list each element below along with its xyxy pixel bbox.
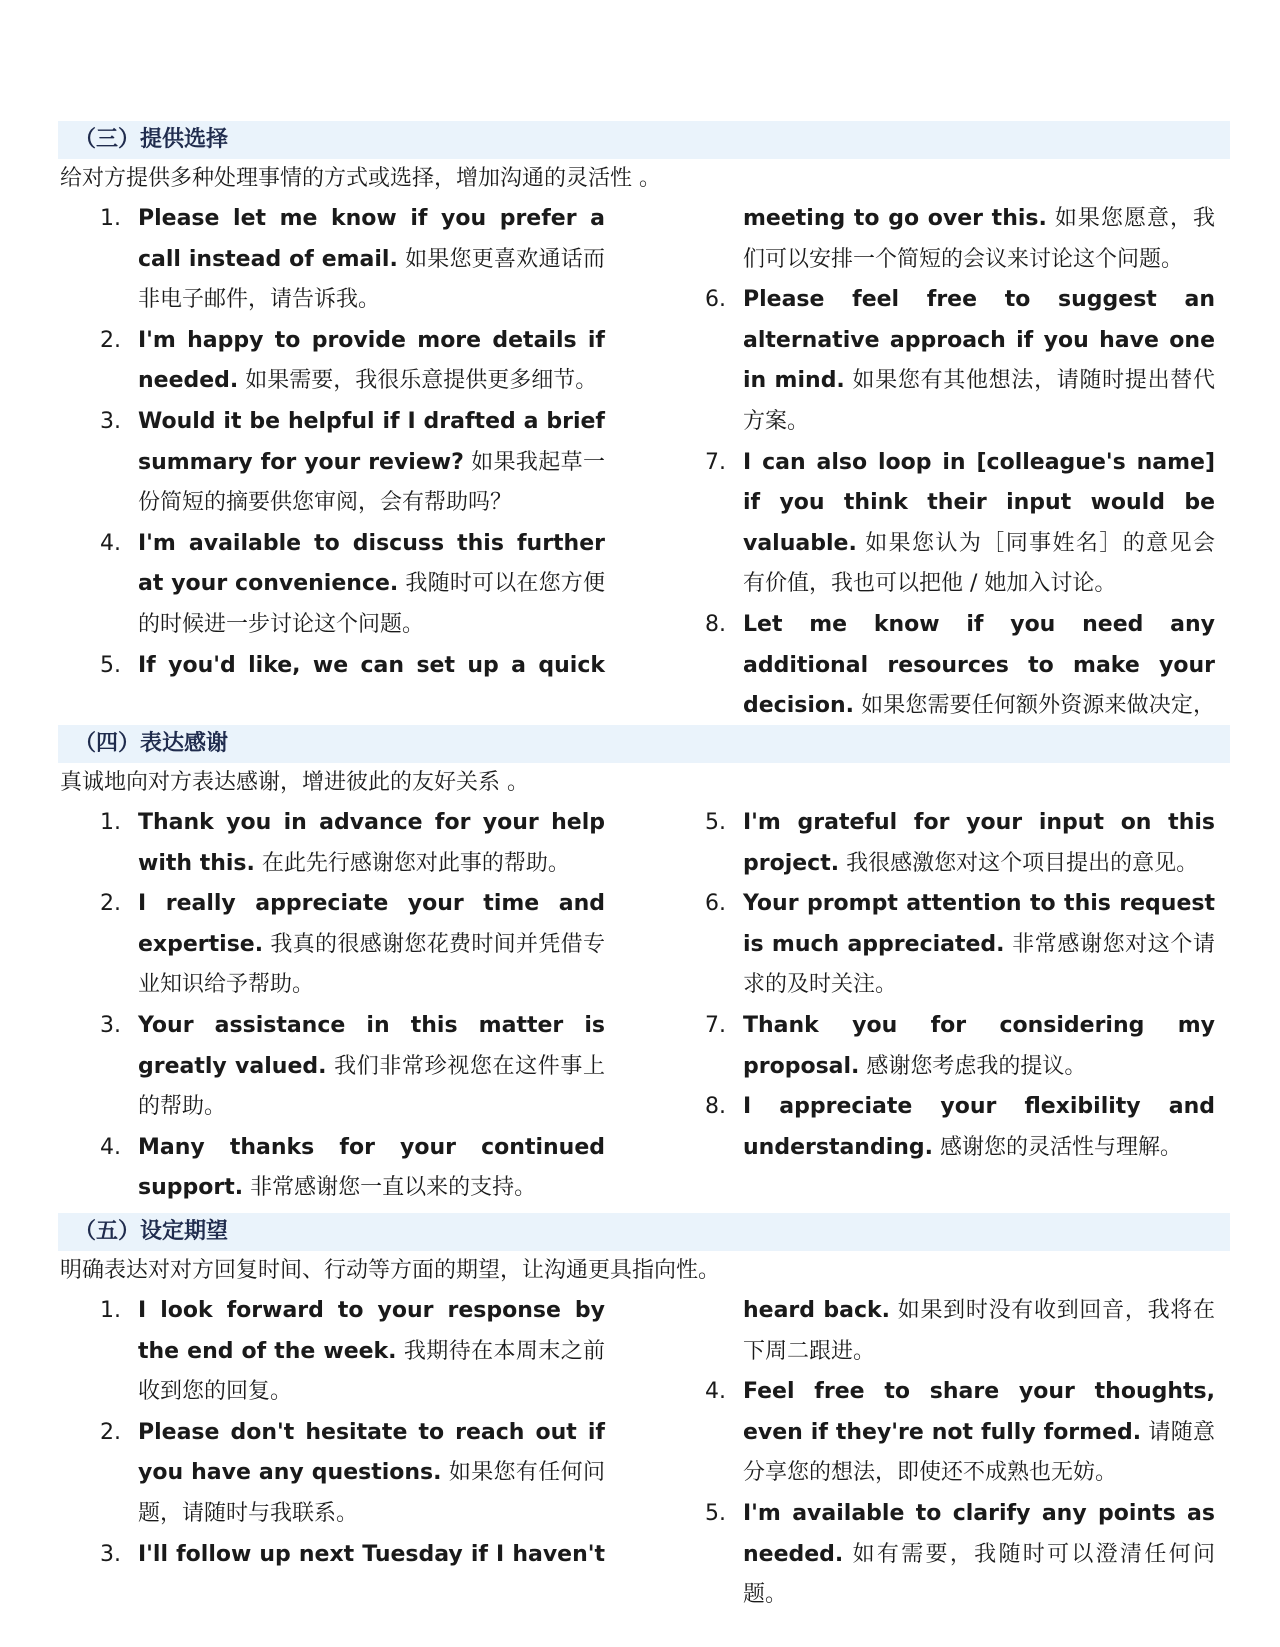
list-item — [100, 803, 605, 884]
english-phrase: Your prompt attention to this request is much appreciated. — [743, 891, 1215, 957]
item-number: 7. — [705, 449, 726, 475]
list-item — [100, 402, 605, 524]
item-number: 4. — [100, 530, 121, 556]
item-number: 1. — [100, 1298, 121, 1323]
chinese-translation: 如果您需要任何额外资源来做决定， — [861, 693, 1215, 719]
section-offer-options — [58, 121, 1230, 719]
list-item — [100, 1128, 605, 1209]
chinese-translation: 我期待在本周末之前收到您的回复。 — [138, 1338, 605, 1405]
chinese-translation: 在此先行感谢您对此事的帮助。 — [254, 850, 570, 876]
chinese-translation: 如果您有任何问题，请随时与我联系。 — [138, 1460, 605, 1526]
chinese-translation: 如有需要，我随时可以澄清任何问题。 — [743, 1541, 1215, 1608]
list-item — [705, 280, 1215, 442]
list-item — [100, 1413, 605, 1535]
english-phrase: Please let me know if you prefer a call instead of email. — [138, 206, 605, 272]
english-phrase: Thank you for considering my proposal. — [743, 1012, 1215, 1079]
english-phrase: I can also loop in [colleague's name] if you think their input would be valuable. — [743, 449, 1215, 556]
chinese-translation: 感谢您的灵活性与理解。 — [933, 1134, 1183, 1160]
chinese-translation: 非常感谢您对这个请求的及时关注。 — [743, 931, 1215, 998]
list-item — [100, 524, 605, 646]
left-column — [100, 1291, 605, 1575]
english-phrase: I'm grateful for your input on this project. — [743, 810, 1215, 876]
list-item-continuation — [705, 199, 1215, 280]
section-set-expectations — [58, 1213, 1230, 1608]
item-number: 5. — [705, 1500, 726, 1526]
english-phrase: Thank you in advance for your help with this. — [138, 810, 605, 876]
left-column — [100, 199, 605, 686]
list-item — [100, 884, 605, 1006]
item-number: 2. — [100, 327, 121, 353]
chinese-translation: 如果您愿意，我们可以安排一个简短的会议来讨论这个问题。 — [743, 206, 1216, 272]
english-phrase: Let me know if you need any additional resources to make your decision. — [743, 611, 1215, 719]
english-phrase: heard back. — [743, 1298, 891, 1323]
section-heading: （三）提供选择 — [58, 121, 1230, 159]
english-phrase: If you'd like, we can set up a quick — [138, 652, 605, 678]
english-phrase: I'm available to clarify any points as needed. — [743, 1500, 1215, 1567]
english-phrase: Please feel free to suggest an alternative approach if you have one in mind. — [743, 287, 1215, 394]
item-number: 3. — [100, 408, 121, 434]
section-express-thanks — [58, 725, 1230, 1201]
item-number: 8. — [705, 1094, 726, 1120]
list-item — [705, 803, 1215, 884]
list-item — [100, 321, 605, 402]
english-phrase: Would it be helpful if I drafted a brief summary for your review? — [138, 408, 605, 475]
section-description: 明确表达对对方回复时间、行动等方面的期望，让沟通更具指向性。 — [60, 1258, 721, 1283]
list-item — [100, 199, 605, 321]
chinese-translation: 请随意分享您的想法，即使还不成熟也无妨。 — [743, 1419, 1215, 1486]
chinese-translation: 如果到时没有收到回音，我将在下周二跟进。 — [743, 1298, 1216, 1364]
item-number: 1. — [100, 206, 121, 231]
english-phrase: I really appreciate your time and expertise. — [138, 891, 605, 957]
english-phrase: Your assistance in this matter is greatly valued. — [138, 1012, 605, 1079]
section-heading: （五）设定期望 — [58, 1213, 1230, 1251]
item-number: 2. — [100, 1419, 121, 1445]
english-phrase: I appreciate your flexibility and understanding. — [743, 1094, 1215, 1160]
english-phrase: I'm happy to provide more details if needed. — [138, 327, 605, 394]
chinese-translation: 我随时可以在您方便的时候进一步讨论这个问题。 — [138, 571, 605, 637]
chinese-translation: 非常感谢您一直以来的支持。 — [243, 1175, 537, 1201]
list-item — [705, 443, 1215, 605]
item-number: 4. — [100, 1134, 121, 1160]
item-number: 3. — [100, 1541, 121, 1567]
right-column — [705, 803, 1215, 1168]
list-item — [100, 1291, 605, 1413]
item-number: 1. — [100, 810, 121, 835]
right-column — [705, 1291, 1215, 1616]
list-item — [705, 1372, 1215, 1494]
list-item — [705, 884, 1215, 1006]
english-phrase: I'll follow up next Tuesday if I haven't — [138, 1541, 605, 1567]
english-phrase: Many thanks for your continued support. — [138, 1134, 605, 1201]
chinese-translation: 我们非常珍视您在这件事上的帮助。 — [138, 1053, 605, 1120]
item-number: 5. — [100, 652, 121, 678]
list-item — [705, 1494, 1215, 1616]
chinese-translation: 如果需要，我很乐意提供更多细节。 — [238, 368, 598, 394]
chinese-translation: 我很感激您对这个项目提出的意见。 — [839, 850, 1199, 876]
english-phrase: Please don't hesitate to reach out if you have any questions. — [138, 1419, 605, 1486]
section-description: 给对方提供多种处理事情的方式或选择，增加沟通的灵活性 。 — [60, 166, 661, 191]
item-number: 6. — [705, 287, 726, 313]
item-number: 7. — [705, 1012, 726, 1038]
section-heading: （四）表达感谢 — [58, 725, 1230, 763]
list-item — [100, 646, 605, 687]
english-phrase: I look forward to your response by the end of the week. — [138, 1298, 605, 1364]
chinese-translation: 如果我起草一份简短的摘要供您审阅，会有帮助吗？ — [138, 449, 605, 516]
list-item — [100, 1535, 605, 1576]
right-column — [705, 199, 1215, 767]
item-number: 4. — [705, 1379, 726, 1405]
item-number: 6. — [705, 891, 726, 917]
english-phrase: meeting to go over this. — [743, 206, 1047, 231]
english-phrase: Feel free to share your thoughts, even if they're not fully formed. — [743, 1379, 1215, 1445]
list-item — [705, 1006, 1215, 1087]
chinese-translation: 如果您更喜欢通话而非电子邮件，请告诉我。 — [138, 246, 606, 313]
item-number: 3. — [100, 1012, 121, 1038]
english-phrase: I'm available to discuss this further at your convenience. — [138, 530, 605, 597]
chinese-translation: 如果您认为［同事姓名］的意见会有价值，我也可以把他 / 她加入讨论。 — [743, 530, 1215, 597]
list-item — [705, 1087, 1215, 1168]
list-item-continuation — [705, 1291, 1215, 1372]
chinese-translation: 感谢您考虑我的提议。 — [859, 1053, 1087, 1079]
list-item — [100, 1006, 605, 1128]
item-number: 8. — [705, 611, 726, 637]
item-number: 5. — [705, 810, 726, 835]
chinese-translation: 我真的很感谢您花费时间并凭借专业知识给予帮助。 — [138, 931, 605, 998]
chinese-translation: 如果您有其他想法，请随时提出替代方案。 — [743, 368, 1215, 434]
item-number: 2. — [100, 891, 121, 917]
section-description: 真诚地向对方表达感谢，增进彼此的友好关系 。 — [60, 770, 529, 795]
left-column — [100, 803, 605, 1209]
